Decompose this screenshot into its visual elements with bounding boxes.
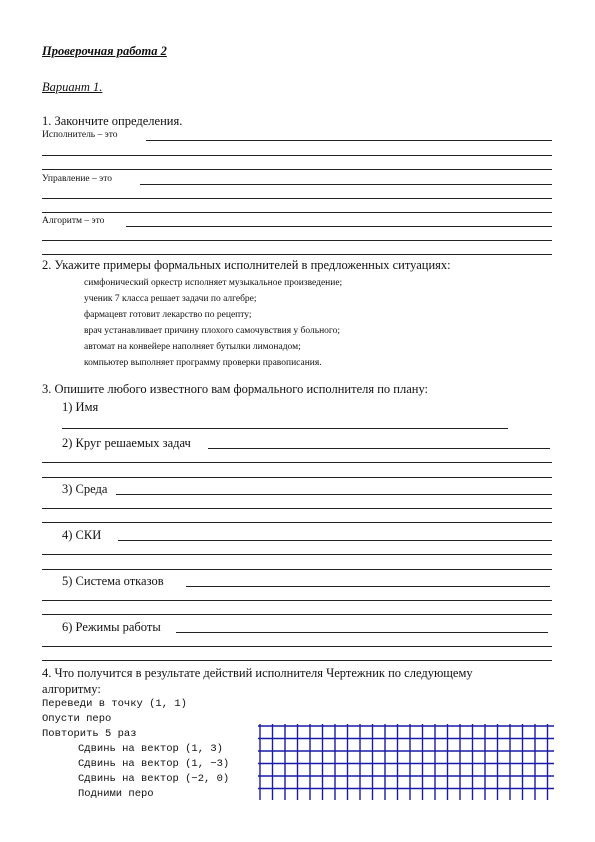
q3-heading: 3. Опишите любого известного вам формального исполнителя по плану: — [42, 382, 429, 396]
q1-term-algorithm: Алгоритм – это — [42, 216, 105, 226]
q2-item: врач устанавливает причину плохого самочувствия у больного; — [84, 326, 340, 336]
answer-line[interactable] — [208, 448, 550, 449]
q2-item: фармацевт готовит лекарство по рецепту; — [84, 310, 252, 320]
q3-item-ski: 4) СКИ — [62, 528, 102, 542]
q4-heading-line1: 4. Что получится в результате действий исполнителя Чертежник по следующему — [42, 666, 473, 680]
q2-item: автомат на конвейере наполняет бутылки лимонадом; — [84, 342, 301, 352]
answer-line[interactable] — [42, 212, 552, 213]
answer-line[interactable] — [42, 569, 552, 570]
q1-term-executor: Исполнитель – это — [42, 130, 118, 140]
q2-heading: 2. Укажите примеры формальных исполнителей в предложенных ситуациях: — [42, 258, 451, 272]
answer-line[interactable] — [42, 477, 552, 478]
answer-line[interactable] — [42, 240, 552, 241]
answer-line[interactable] — [42, 522, 552, 523]
answer-line[interactable] — [62, 428, 508, 429]
code-line: Повторить 5 раз — [42, 728, 137, 740]
page-title: Проверочная работа 2 — [42, 44, 167, 58]
q3-item-modes: 6) Режимы работы — [62, 620, 161, 634]
code-line: Сдвинь на вектор (−2, 0) — [78, 773, 230, 785]
answer-line[interactable] — [42, 462, 552, 463]
answer-line[interactable] — [42, 155, 552, 156]
q3-item-failures: 5) Система отказов — [62, 574, 164, 588]
q3-item-environment: 3) Среда — [62, 482, 108, 496]
q2-item: компьютер выполняет программу проверки правописания. — [84, 358, 322, 368]
answer-line[interactable] — [42, 169, 552, 170]
drawing-grid[interactable] — [258, 724, 554, 800]
variant-label: Вариант 1. — [42, 80, 103, 94]
q4-heading-line2: алгоритму: — [42, 682, 101, 696]
answer-line[interactable] — [42, 254, 552, 255]
answer-line[interactable] — [42, 554, 552, 555]
answer-line[interactable] — [146, 140, 552, 141]
q3-item-name: 1) Имя — [62, 400, 99, 414]
answer-line[interactable] — [176, 632, 548, 633]
q2-item: ученик 7 класса решает задачи по алгебре; — [84, 294, 257, 304]
answer-line[interactable] — [42, 600, 552, 601]
code-line: Опусти перо — [42, 713, 112, 725]
answer-line[interactable] — [126, 226, 552, 227]
code-line: Сдвинь на вектор (1, 3) — [78, 743, 223, 755]
q3-item-tasks: 2) Круг решаемых задач — [62, 436, 191, 450]
answer-line[interactable] — [42, 614, 552, 615]
answer-line[interactable] — [186, 586, 550, 587]
q1-term-control: Управление – это — [42, 174, 112, 184]
answer-line[interactable] — [116, 494, 552, 495]
answer-line[interactable] — [42, 646, 552, 647]
answer-line[interactable] — [42, 198, 552, 199]
q1-heading: 1. Закончите определения. — [42, 114, 183, 128]
q2-item: симфонический оркестр исполняет музыкальное произведение; — [84, 278, 343, 288]
answer-line[interactable] — [118, 540, 552, 541]
code-line: Сдвинь на вектор (1, −3) — [78, 758, 230, 770]
answer-line[interactable] — [42, 660, 552, 661]
code-line: Подними перо — [78, 788, 154, 800]
answer-line[interactable] — [140, 184, 552, 185]
answer-line[interactable] — [42, 508, 552, 509]
code-line: Переведи в точку (1, 1) — [42, 698, 187, 710]
